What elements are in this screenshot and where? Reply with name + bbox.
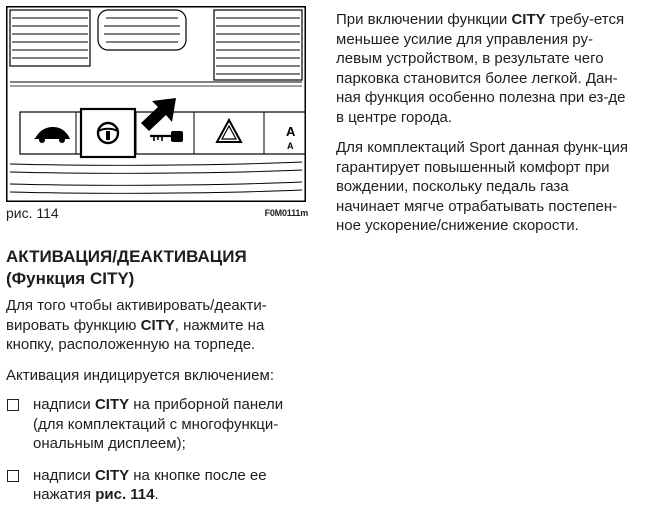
right-column-text [336,10,636,236]
bullet-item: надписи CITY на кнопке после ее нажатия рис. 114. [6,466,316,505]
checkbox-bullet-icon [7,399,19,411]
section-heading [6,246,316,290]
heading-line-1: АКТИВАЦИЯ/ДЕАКТИВАЦИЯ [6,247,247,266]
figure-illustration [6,6,306,202]
city-function-description: При включении функции CITY требу-ется меньшее усилие для управления ру-левым устройством, в результате чего парковка становится более легкой. Дан-ная функция особенно полезна при ез-де в центре города. [336,11,626,126]
figure-caption [6,205,308,221]
checkbox-bullet-icon [7,470,19,482]
left-column-text [6,296,316,505]
partial-button-label: A [286,124,296,139]
heading-line-2: (Функция CITY) [6,269,135,288]
figure-number: рис. 114 [6,205,59,221]
city-button [81,109,135,157]
sport-version-description: Для комплектаций Sport данная функ-ция гарантирует повышенный комфорт при вождении, поскольку педаль газа начинает мягче отрабатывать постепен-ное ускорение/снижение скорости. [336,139,629,234]
svg-text:A: A [287,141,294,151]
activation-instruction-paragraph: Для того чтобы активировать/деакти-вировать функцию CITY, нажмите на кнопку, расположенную на торпеде. [6,297,267,353]
bullet-item: надписи CITY на приборной панели (для комплектаций с многофункци-ональным дисплеем); [6,395,316,454]
activation-indicator-paragraph: Активация индицируется включением: [6,366,275,384]
figure-code: F0M0111m [264,208,308,218]
figure-dashboard-buttons [6,6,306,202]
